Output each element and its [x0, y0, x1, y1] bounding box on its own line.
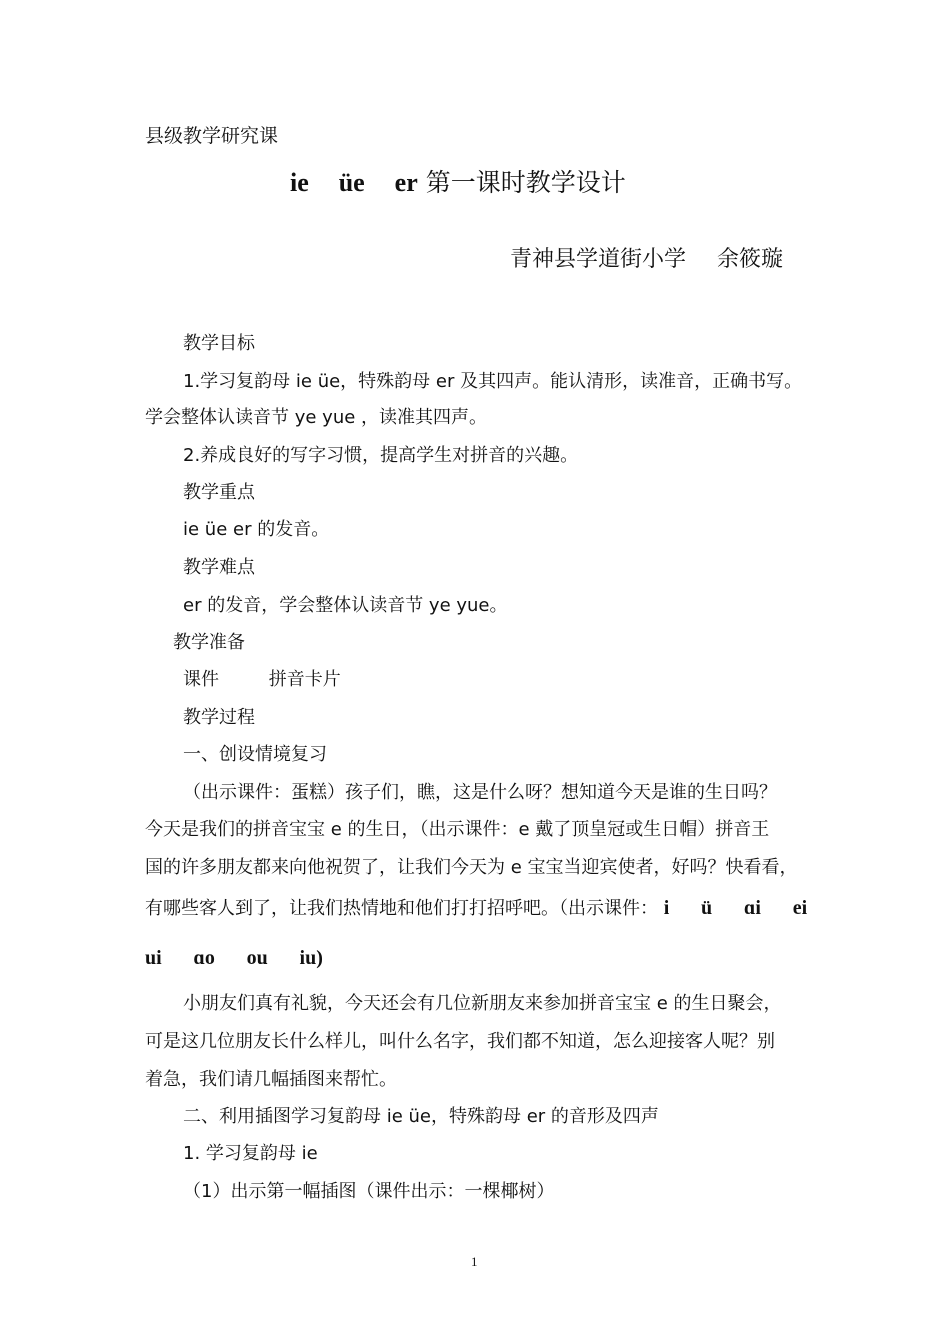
pinyin-list-b [145, 946, 323, 971]
pinyin-iu: iu) [299, 947, 323, 969]
objective-1-line-2: 学会整体认读音节 ye yue ，读准其四声。 [145, 407, 488, 428]
author-school: 青神县学道街小学 [510, 247, 687, 272]
author-line [510, 246, 783, 274]
difficulty-text: er 的发音，学会整体认读音节 ye yue。 [183, 595, 508, 616]
objective-2: 2.养成良好的写字习惯，提高学生对拼音的兴趣。 [183, 445, 579, 466]
pinyin-list-a [664, 898, 807, 919]
objective-1-line-1: 1.学习复韵母 ie üe，特殊韵母 er 及其四声。能认清形，读准音，正确书写。 [183, 371, 803, 392]
page-number: 1 [471, 1254, 478, 1269]
key-points-text: ie üe er 的发音。 [183, 519, 330, 540]
preparation-items [183, 668, 341, 692]
page-title [290, 168, 626, 198]
sub-step-1: 1. 学习复韵母 ie [183, 1143, 318, 1164]
title-pinyin-ie: ie [290, 168, 309, 197]
pinyin-i: i [663, 897, 670, 919]
pinyin-ao: ɑo [193, 947, 215, 969]
sub-step-1-1: （1）出示第一幅插图（课件出示：一棵椰树） [183, 1181, 555, 1202]
prep-item-cards: 拼音卡片 [268, 669, 341, 690]
preparation-heading: 教学准备 [173, 632, 245, 653]
step-1-heading: 一、创设情境复习 [183, 744, 327, 765]
prep-item-courseware: 课件 [183, 669, 219, 690]
difficulty-heading: 教学难点 [183, 557, 255, 578]
pinyin-u-umlaut: ü [701, 897, 713, 919]
paragraph-2-line-1: 小朋友们真有礼貌，今天还会有几位新朋友来参加拼音宝宝 e 的生日聚会， [183, 993, 782, 1014]
title-pinyin-er: er [394, 168, 418, 197]
author-name: 余筱璇 [717, 247, 784, 272]
pinyin-ou: ou [246, 947, 268, 969]
paragraph-1-line-1: （出示课件：蛋糕）孩子们，瞧，这是什么呀？想知道今天是谁的生日吗？ [183, 782, 777, 803]
key-points-heading: 教学重点 [183, 482, 255, 503]
objectives-heading: 教学目标 [183, 333, 255, 354]
paragraph-1-line-4-text: 有哪些客人到了，让我们热情地和他们打打招呼吧。（出示课件： [145, 898, 658, 919]
pinyin-ui: ui [145, 947, 162, 969]
paragraph-1-line-3: 国的许多朋友都来向他祝贺了，让我们今天为 e 宝宝当迎宾使者，好吗？快看看， [145, 857, 798, 878]
title-text: 第一课时教学设计 [425, 168, 626, 197]
pinyin-ai: ɑi [743, 897, 761, 919]
process-heading: 教学过程 [183, 707, 255, 728]
step-2-heading: 二、利用插图学习复韵母 ie üe，特殊韵母 er 的音形及四声 [183, 1106, 659, 1127]
paragraph-1-line-2: 今天是我们的拼音宝宝 e 的生日，（出示课件：e 戴了顶皇冠或生日帽）拼音王 [145, 819, 770, 840]
title-pinyin-ue: üe [338, 168, 365, 197]
paragraph-1-line-4 [145, 896, 807, 921]
course-label: 县级教学研究课 [145, 125, 279, 147]
paragraph-2-line-3: 着急，我们请几幅插图来帮忙。 [145, 1069, 397, 1090]
paragraph-2-line-2: 可是这几位朋友长什么样儿，叫什么名字，我们都不知道，怎么迎接客人呢？别 [145, 1031, 775, 1052]
pinyin-ei: ei [792, 897, 808, 919]
